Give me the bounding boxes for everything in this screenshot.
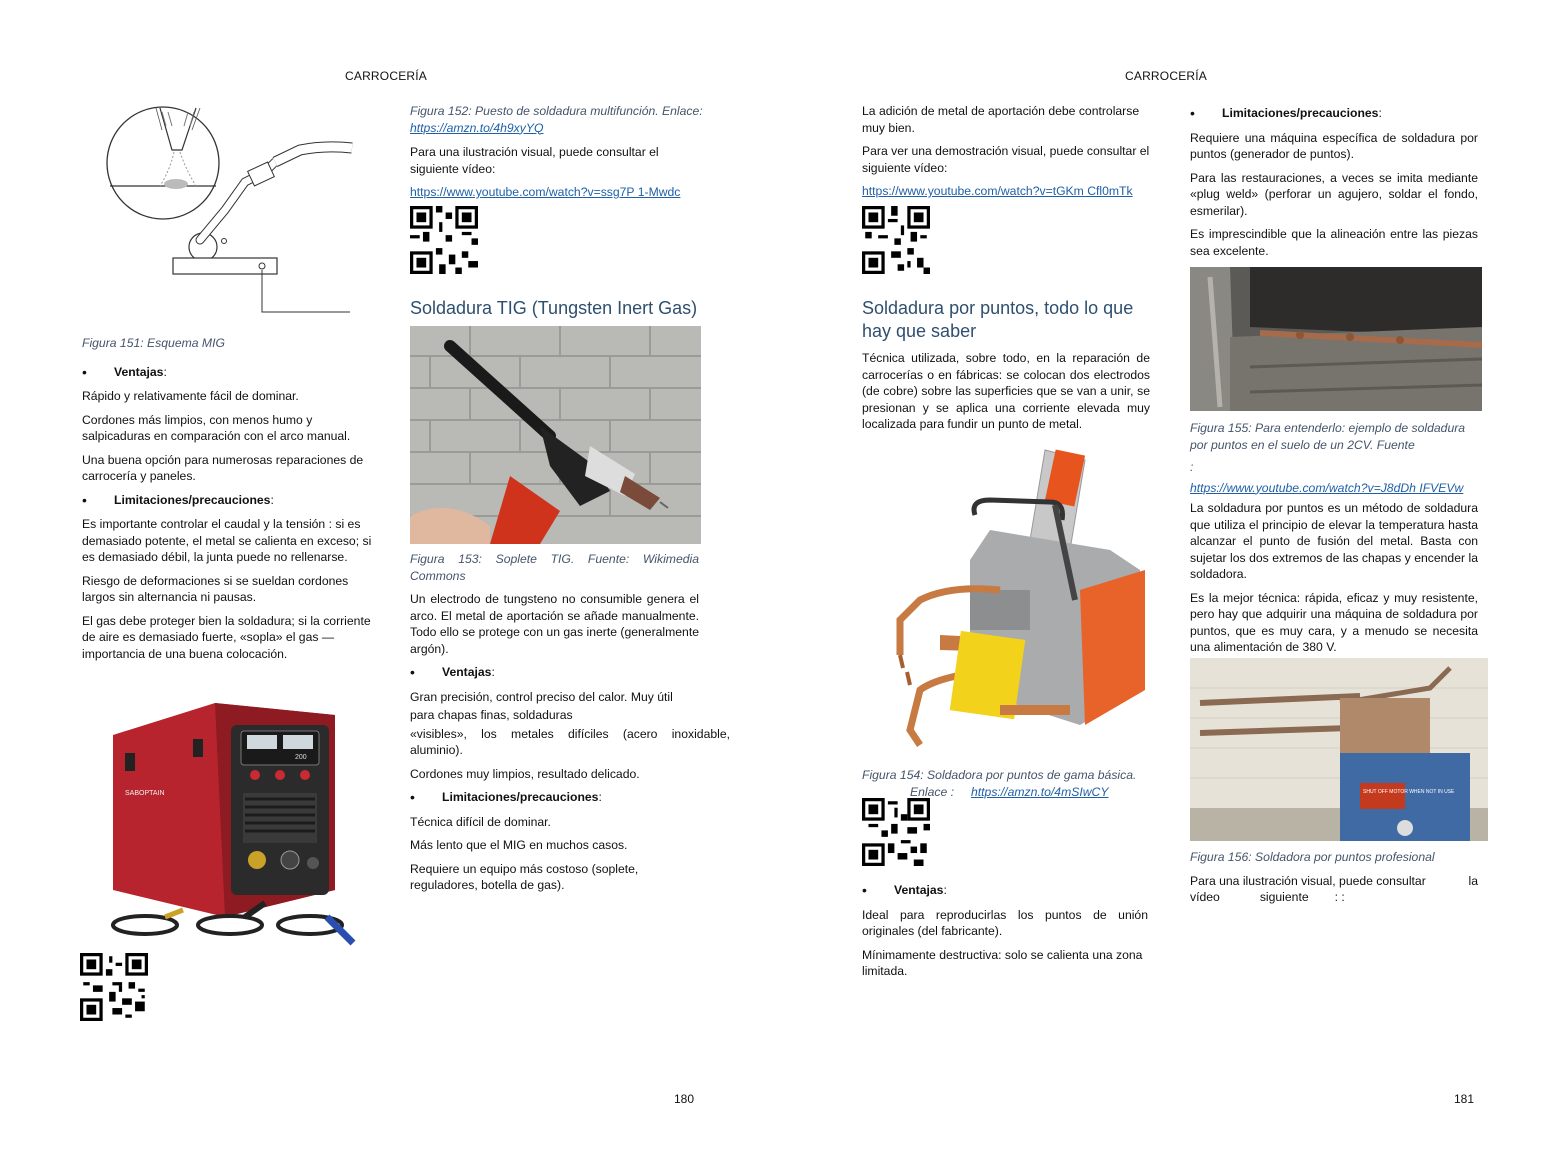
right-column-1-lower — [862, 767, 1152, 800]
tig-ventajas-line: «visibles», los metales difíciles (acero inoxidable, aluminio). — [410, 726, 730, 757]
ventajas-bullet: • Ventajas : — [82, 363, 167, 380]
figure-153-caption: Figura 153: Soplete TIG. Fuente: Wikimedia Commons — [410, 552, 699, 583]
figure-152-link[interactable]: https://amzn.to/4h9xyYQ — [410, 120, 544, 135]
qr-code-left-page — [80, 953, 148, 1021]
tig-section-title: Soldadura TIG (Tungsten Inert Gas) — [410, 298, 698, 318]
qr-code-tig-video — [410, 206, 478, 274]
qr-code-mig-demo — [862, 206, 930, 274]
figure-155-link[interactable]: https://www.youtube.com/watch?v=J8dDh IFVEVw — [1190, 480, 1464, 495]
figure-152-caption-text: Figura 152: Puesto de soldadura multifunción. Enlace: — [410, 104, 703, 118]
spot-limitaciones-item: Es imprescindible que la alineación entre las piezas sea excelente. — [1190, 227, 1478, 258]
spot-welding-description: Técnica utilizada, sobre todo, en la reparación de carrocerías o en fábricas: se colocan dos electrodos (de cobre) sobre las superficies que se van a unir, se presionan y se aplica una corriente elevada muy localizada para fundir un punto de metal. — [862, 351, 1150, 431]
ventajas-bullet: • Ventajas : — [862, 882, 947, 898]
left-column-2-lower — [410, 551, 730, 901]
tig-limitaciones-item: Técnica difícil de dominar. — [410, 814, 551, 829]
right-column-1 — [862, 103, 1150, 207]
video-intro-fragment: la — [1468, 873, 1478, 888]
tig-ventajas-line: Gran precisión, control preciso del calor. Muy útil — [410, 689, 673, 704]
right-page-header: CARROCERÍA — [1125, 69, 1208, 83]
ventajas-item: Rápido y relativamente fácil de dominar. — [82, 389, 299, 403]
right-page-number: 181 — [1454, 1092, 1475, 1106]
basic-spot-welder-image — [880, 440, 1155, 755]
spot-limitaciones-item: Para las restauraciones, a veces se imita mediante «plug weld» (perforar un agujero, soldar el fondo, esmerilar). — [1190, 170, 1478, 218]
ventajas-label: Ventajas — [894, 883, 944, 897]
welder-model-label: 200 — [295, 754, 307, 761]
video-intro-fragment: vídeo — [1190, 890, 1220, 904]
spot-ventajas-section — [862, 876, 1148, 987]
left-column-2 — [410, 103, 710, 208]
left-page-number: 180 — [674, 1092, 695, 1106]
spot-limitaciones-item: Requiere una máquina específica de soldadura por puntos (generador de puntos). — [1190, 130, 1478, 161]
mig-schematic-figure — [100, 100, 355, 320]
tig-limitaciones-item: Más lento que el MIG en muchos casos. — [410, 838, 628, 852]
right-column-2-mid — [1190, 420, 1478, 663]
right-column-2-lower — [1190, 849, 1480, 906]
video-intro-text: Para una ilustración visual, puede consultar el siguiente vídeo: — [410, 145, 659, 176]
filler-metal-text: La adición de metal de aportación debe controlarse muy bien. — [862, 104, 1140, 135]
video-intro-line-2 — [1190, 889, 1480, 906]
tig-ventajas-line: para chapas finas, soldaduras — [410, 708, 573, 722]
spot-ventajas-item: Mínimamente destructiva: solo se calienta una zona limitada. — [862, 947, 1143, 978]
limitaciones-item: Es importante controlar el caudal y la tensión : si es demasiado potente, el metal se calienta en exceso; si es demasiado débil, la junta puede no rellenarse. — [82, 517, 372, 564]
limitaciones-item: El gas debe proteger bien la soldadura; si la corriente de aire es demasiado fuerte, «sopla» el gas — importancia de una buena colocación. — [82, 613, 371, 661]
figure-154-enlace-label: Enlace : — [910, 784, 955, 799]
video-intro-fragment: : : — [1334, 890, 1345, 904]
professional-spot-welder-photo — [1190, 658, 1488, 841]
tig-description: Un electrodo de tungsteno no consumible genera el arco. El metal de aportación se añade manualmente. Todo ello se protege con un gas inerte (generalmente argón). — [410, 592, 699, 656]
tig-limitaciones-item: Requiere un equipo más costoso (soplete, reguladores, botella de gas). — [410, 861, 639, 892]
video-link-ssg7p[interactable]: https://www.youtube.com/watch?v=ssg7P 1-Mwdc — [410, 185, 681, 199]
welder-brand-label: SABOPTAIN — [125, 790, 165, 797]
limitaciones-bullet: • Limitaciones/precauciones : — [410, 789, 602, 805]
ventajas-item: Una buena opción para numerosas reparaciones de carrocería y paneles. — [82, 452, 364, 483]
ventajas-label: Ventajas — [114, 364, 164, 379]
figure-155-caption: Figura 155: Para entenderlo: ejemplo de soldadura por puntos en el suelo de un 2CV. Fuente — [1190, 421, 1466, 452]
2cv-floor-spot-weld-photo — [1190, 267, 1482, 411]
spot-ventajas-item: Ideal para reproducirlas los puntos de unión originales (del fabricante). — [862, 907, 1148, 938]
video-intro-text: Para ver una demostración visual, puede consultar el siguiente vídeo: — [862, 144, 1150, 175]
tig-torch-photo — [410, 326, 701, 544]
qr-code-spot-welder — [862, 798, 930, 866]
right-column-2 — [1190, 103, 1478, 266]
video-intro-line — [1190, 873, 1478, 890]
limitaciones-label: Limitaciones/precauciones — [442, 790, 599, 804]
spot-welding-body-2: Es la mejor técnica: rápida, eficaz y muy resistente, pero hay que adquirir una máquina de soldadura por puntos, que es muy cara, y a menudo se necesita una alimentación de 380 V. — [1190, 590, 1478, 654]
limitaciones-bullet: • Limitaciones/precauciones : — [82, 491, 274, 508]
limitaciones-label: Limitaciones/precauciones — [114, 492, 271, 507]
left-column-1 — [82, 335, 374, 669]
figure-154-caption: Figura 154: Soldadora por puntos de gama básica. — [862, 768, 1137, 782]
video-intro-fragment: Para una ilustración visual, puede consultar — [1190, 873, 1426, 888]
limitaciones-bullet: • Limitaciones/precauciones : — [1190, 105, 1382, 121]
limitaciones-label: Limitaciones/precauciones — [1222, 106, 1379, 120]
ventajas-item: Cordones más limpios, con menos humo y salpicaduras en comparación con el arco manual. — [82, 412, 351, 443]
ventajas-label: Ventajas — [442, 665, 492, 679]
figure-155-colon: : — [1190, 460, 1194, 474]
limitaciones-item: Riesgo de deformaciones si se sueldan cordones largos sin alternancia ni pausas. — [82, 573, 349, 604]
figure-152-caption — [410, 103, 710, 136]
tig-ventajas-line: Cordones muy limpios, resultado delicado. — [410, 766, 640, 781]
figure-151-caption: Figura 151: Esquema MIG — [82, 336, 225, 350]
figure-156-caption: Figura 156: Soldadora por puntos profesional — [1190, 850, 1435, 864]
video-intro-fragment: siguiente — [1259, 890, 1309, 904]
safety-sign-text: SHUT OFF MOTOR WHEN NOT IN USE — [1363, 789, 1455, 795]
multifunction-welder-image — [95, 695, 365, 950]
spot-welding-section-title: Soldadura por puntos, todo lo que hay que saber — [862, 298, 1134, 341]
ventajas-bullet: • Ventajas : — [410, 664, 495, 680]
left-page-header: CARROCERÍA — [345, 69, 428, 83]
figure-154-link[interactable]: https://amzn.to/4mSIwCY — [970, 784, 1109, 799]
video-link-tgkm[interactable]: https://www.youtube.com/watch?v=tGKm Cfl0mTk — [862, 184, 1133, 198]
spot-welding-body-1: La soldadura por puntos es un método de soldadura que utiliza el principio de elevar la temperatura hasta alcanzar el punto de fusión del metal. Basta con sujetar los dos extremos de las chapas y encender la soldadora. — [1190, 501, 1478, 581]
spot-welding-intro — [862, 350, 1150, 440]
